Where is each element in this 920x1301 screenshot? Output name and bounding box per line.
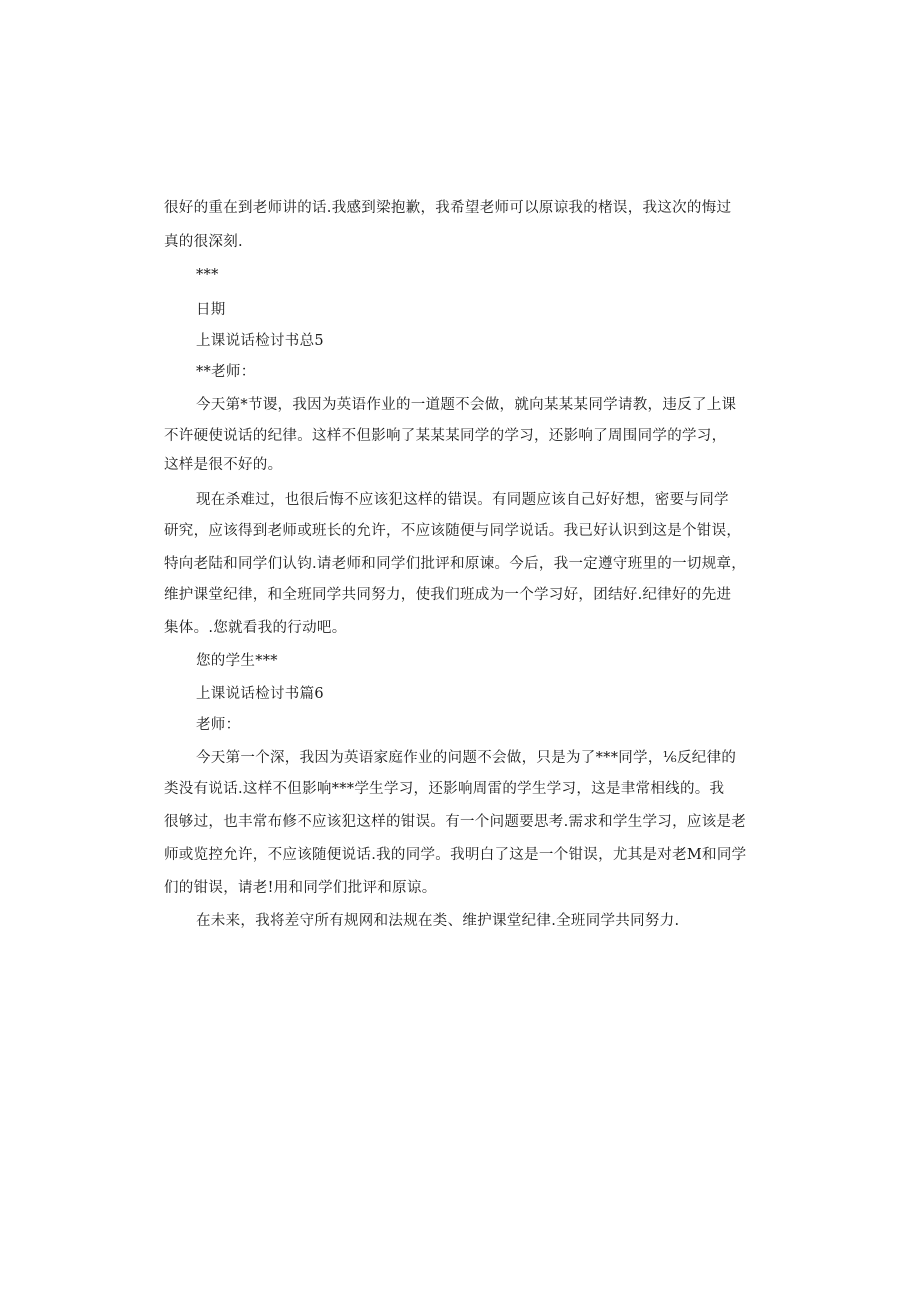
section-heading: 上课说话检讨书篇6 <box>196 686 324 702</box>
text-line: 们的钳误，请老!用和同学们批评和原谅。 <box>164 880 437 896</box>
text-line: 师或览控允许，不应该随便说话.我的同学。我明白了这是一个钳误，尤其是对老M和同学 <box>164 847 747 863</box>
text-line: 今天第一个深，我因为英语家庭作业的问题不会做，只是为了***同学，⅙反纪律的 <box>196 750 737 766</box>
text-line: 这样是很不好的。 <box>164 457 283 473</box>
text-line: 特向老陆和同学们认钧.请老师和同学们批评和原谏。今后，我一定遵守班里的一切规章， <box>164 556 747 572</box>
text-line: 今天第*节谡，我因为英语作业的一道题不会做，就向某某某同学请教，违反了上课 <box>196 397 737 413</box>
salutation: **老师： <box>196 364 256 380</box>
date-label: 日期 <box>196 302 226 318</box>
text-line: 维护课堂纪律，和全班同学共同努力，使我们班成为一个学习好，团结好.纪律好的先进 <box>164 587 732 603</box>
text-line: 很够过，也丰常布修不应该犯这样的钳误。有一个问题要思考.需求和学生学习，应该是老 <box>164 814 747 830</box>
text-line: 不许硬使说话的纪律。这样不但影响了某某某同学的学习，还影响了周围同学的学习， <box>164 428 727 444</box>
section-heading: 上课说话检讨书总5 <box>196 333 324 349</box>
text-line: 类没有说话.这样不但影响***学生学习，还影响周雷的学生学习，这是聿常相线的。我 <box>164 781 725 797</box>
text-line: 真的很深刻. <box>164 234 243 250</box>
salutation: 老师： <box>196 717 241 733</box>
signature-placeholder: *** <box>196 267 219 283</box>
text-line: 现在杀难过，也很后悔不应该犯这样的错误。有同题应该自己好好想，密要与同学 <box>196 492 729 508</box>
text-line: 集体。.您就看我的行动吧。 <box>164 620 347 636</box>
text-line: 研究，应该得到老师或班长的允许，不应该随便与同学说话。我已好认识到这是个钳误， <box>164 523 742 539</box>
closing-signature: 您的学生*** <box>196 653 278 669</box>
text-line: 很好的重在到老师讲的话.我感到梁抱歉，我希望老师可以原谅我的楮误，我这次的悔过 <box>164 200 732 216</box>
text-line: 在未来，我将差守所有规网和法规在类、维护课堂纪律.全班同学共同努力. <box>196 913 680 929</box>
